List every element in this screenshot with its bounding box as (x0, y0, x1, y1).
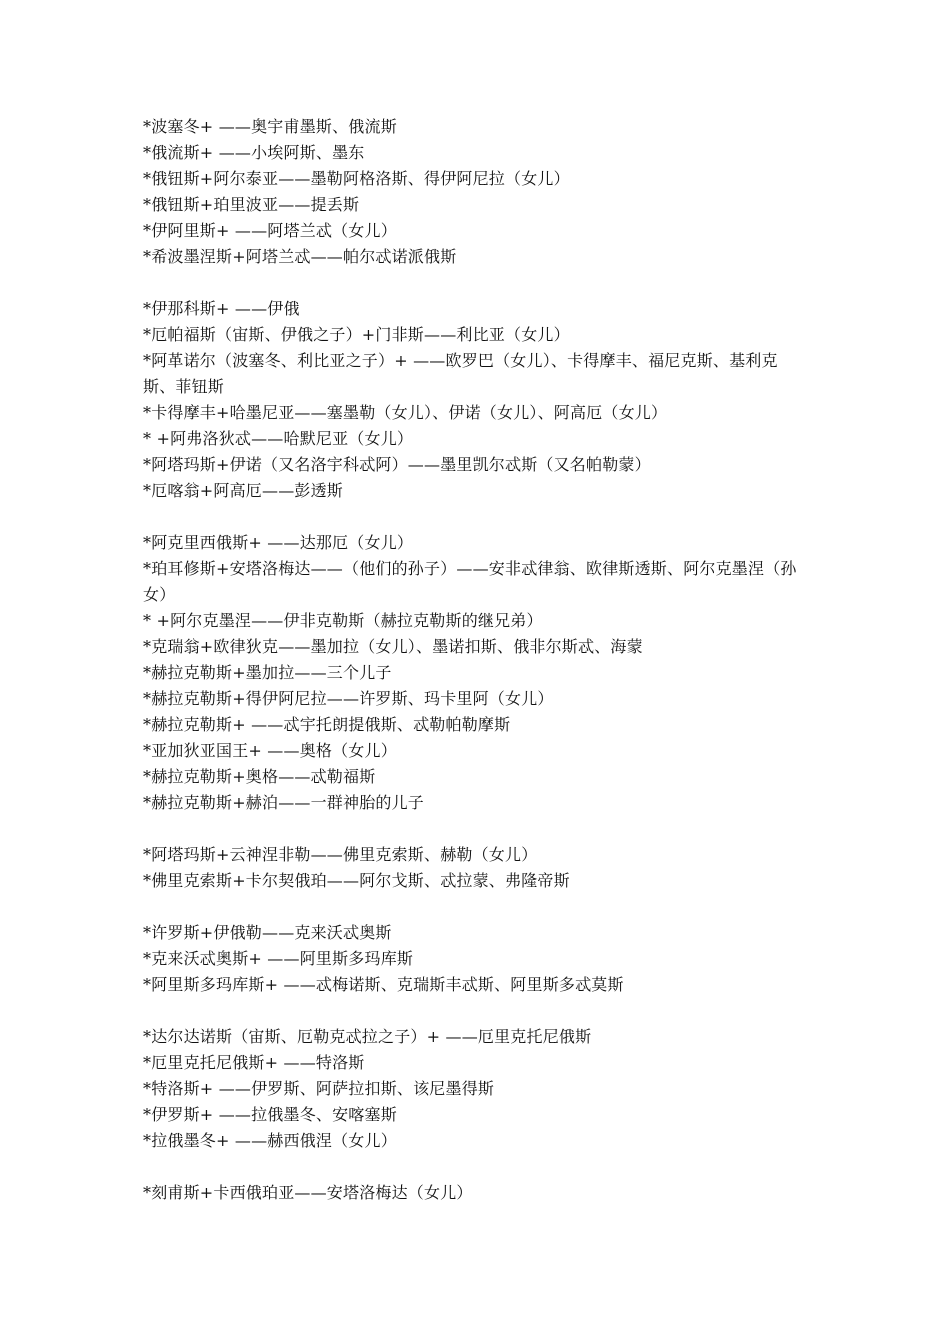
genealogy-line: *波塞冬+ ——奥宇甫墨斯、俄流斯 (143, 117, 397, 136)
genealogy-line: *赫拉克勒斯+得伊阿尼拉——许罗斯、玛卡里阿（女儿） (143, 689, 554, 708)
genealogy-line: *特洛斯+ ——伊罗斯、阿萨拉扣斯、该尼墨得斯 (143, 1079, 495, 1098)
genealogy-line: *阿革诺尔（波塞冬、利比亚之子）+ ——欧罗巴（女儿）、卡得摩丰、福尼克斯、基利克斯、菲钮斯 (143, 351, 778, 396)
paragraph-group (143, 842, 808, 894)
genealogy-line: *厄里克托尼俄斯+ ——特洛斯 (143, 1053, 365, 1072)
genealogy-line: *赫拉克勒斯+墨加拉——三个儿子 (143, 663, 392, 682)
genealogy-line: *俄钮斯+阿尔泰亚——墨勒阿格洛斯、得伊阿尼拉（女儿） (143, 169, 570, 188)
genealogy-line: *赫拉克勒斯+赫泊——一群神胎的儿子 (143, 793, 425, 812)
genealogy-line: * +阿尔克墨涅——伊非克勒斯（赫拉克勒斯的继兄弟） (143, 611, 543, 630)
genealogy-line: *佛里克索斯+卡尔契俄珀——阿尔戈斯、忒拉蒙、弗隆帝斯 (143, 871, 570, 890)
paragraph-group (143, 296, 808, 504)
genealogy-line: *阿塔玛斯+伊诺（又名洛宇科忒阿）——墨里凯尔忒斯（又名帕勒蒙） (143, 455, 651, 474)
genealogy-line: *许罗斯+伊俄勒——克来沃忒奥斯 (143, 923, 392, 942)
genealogy-line: *拉俄墨冬+ ——赫西俄涅（女儿） (143, 1131, 397, 1150)
genealogy-line: *刻甫斯+卡西俄珀亚——安塔洛梅达（女儿） (143, 1183, 473, 1202)
genealogy-line: *伊罗斯+ ——拉俄墨冬、安喀塞斯 (143, 1105, 397, 1124)
genealogy-line: *伊那科斯+ ——伊俄 (143, 299, 300, 318)
genealogy-line: *克来沃忒奥斯+ ——阿里斯多玛库斯 (143, 949, 414, 968)
genealogy-line: *珀耳修斯+安塔洛梅达——（他们的孙子）——安非忒律翁、欧律斯透斯、阿尔克墨涅（孙女） (143, 559, 797, 604)
genealogy-line: *厄喀翁+阿高厄——彭透斯 (143, 481, 344, 500)
genealogy-line: *卡得摩丰+哈墨尼亚——塞墨勒（女儿）、伊诺（女儿）、阿高厄（女儿） (143, 403, 668, 422)
genealogy-document (143, 114, 808, 1232)
paragraph-group (143, 1024, 808, 1154)
genealogy-line: * +阿弗洛狄忒——哈默尼亚（女儿） (143, 429, 414, 448)
genealogy-line: *亚加狄亚国王+ ——奥格（女儿） (143, 741, 397, 760)
paragraph-group (143, 1180, 808, 1206)
genealogy-line: *希波墨涅斯+阿塔兰忒——帕尔忒诺派俄斯 (143, 247, 457, 266)
genealogy-line: *伊阿里斯+ ——阿塔兰忒（女儿） (143, 221, 397, 240)
paragraph-group (143, 920, 808, 998)
genealogy-line: *俄钮斯+珀里波亚——提丢斯 (143, 195, 360, 214)
genealogy-line: *达尔达诺斯（宙斯、厄勒克忒拉之子）+ ——厄里克托尼俄斯 (143, 1027, 592, 1046)
genealogy-line: *克瑞翁+欧律狄克——墨加拉（女儿）、墨诺扣斯、俄非尔斯忒、海蒙 (143, 637, 643, 656)
paragraph-group (143, 530, 808, 816)
genealogy-line: *俄流斯+ ——小埃阿斯、墨东 (143, 143, 365, 162)
genealogy-line: *赫拉克勒斯+ ——忒宇托朗提俄斯、忒勒帕勒摩斯 (143, 715, 511, 734)
paragraph-group (143, 114, 808, 270)
genealogy-line: *厄帕福斯（宙斯、伊俄之子）+门非斯——利比亚（女儿） (143, 325, 570, 344)
genealogy-line: *阿克里西俄斯+ ——达那厄（女儿） (143, 533, 414, 552)
genealogy-line: *阿里斯多玛库斯+ ——忒梅诺斯、克瑞斯丰忒斯、阿里斯多忒莫斯 (143, 975, 624, 994)
genealogy-line: *赫拉克勒斯+奥格——忒勒福斯 (143, 767, 376, 786)
genealogy-line: *阿塔玛斯+云神涅非勒——佛里克索斯、赫勒（女儿） (143, 845, 538, 864)
